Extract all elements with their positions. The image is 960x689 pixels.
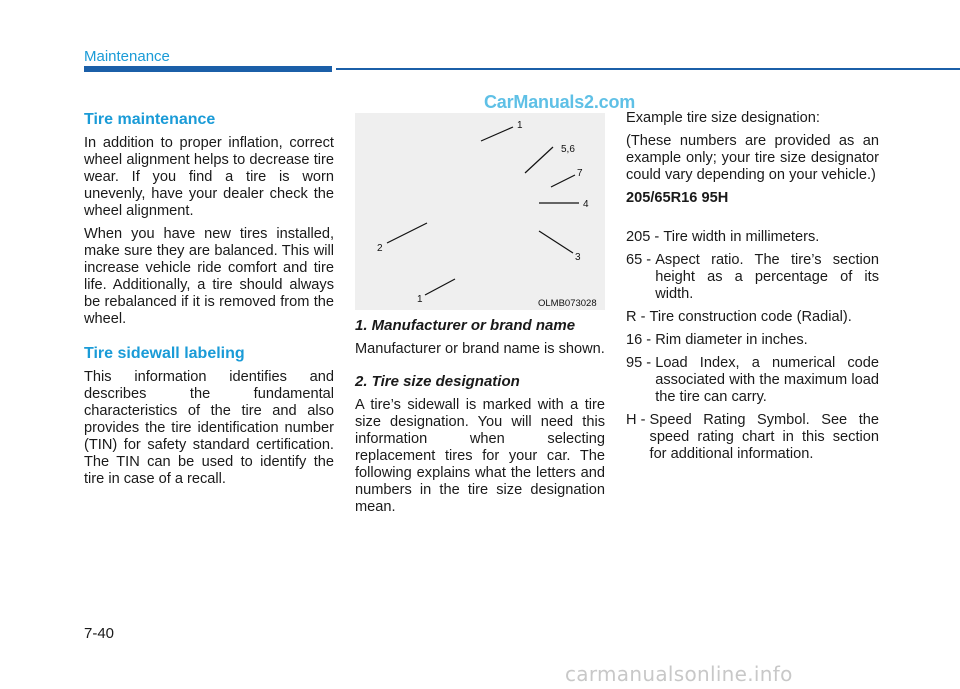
leader-line-2 [387, 223, 427, 243]
list-item-construction [626, 309, 879, 326]
callout-1-bottom: 1 [417, 294, 423, 305]
column-left [84, 110, 334, 494]
list-item-load-index [626, 355, 879, 406]
leader-line-1-top [481, 127, 513, 141]
list-key: R - [626, 309, 650, 325]
callout-4: 4 [583, 199, 589, 210]
list-text: Speed Rating Symbol. See the speed rating chart in this section for additional information. [649, 412, 879, 462]
list-text: Tire width in millimeters. [663, 229, 820, 245]
list-key: 65 - [626, 252, 656, 268]
list-key: 205 - [626, 229, 664, 245]
callout-5-6: 5,6 [561, 144, 575, 155]
list-item-aspect-ratio [626, 252, 879, 303]
figure-drawing [355, 113, 605, 310]
list-text: Load Index, a numerical code associated with the maximum load the tire can carry. [655, 355, 879, 405]
heading-manufacturer: 1. Manufacturer or brand name [355, 317, 576, 334]
paragraph-example-note: (These numbers are provided as an example only; your tire size designator could vary depending on your vehicle.) [626, 133, 879, 183]
paragraph-balance: When you have new tires installed, make sure they are balanced. This will increase vehicle ride comfort and tire life. Additionally, a tire should always be rebalanced if it is removed from the wheel. [84, 226, 334, 327]
example-size-code: 205/65R16 95H [626, 190, 729, 206]
callout-2: 2 [377, 243, 383, 254]
paragraph-tin: This information identifies and describes the fundamental characteristics of the tire and also provides the tire identification number (TIN) for safety standard certification. The TIN can be used to identify the tire in case of a recall. [84, 369, 334, 487]
list-item-rim-diameter [626, 332, 879, 349]
heading-size-designation: 2. Tire size designation [355, 373, 520, 390]
section-label: Maintenance [84, 48, 170, 65]
list-key: H - [626, 412, 650, 428]
paragraph-example-intro: Example tire size designation: [626, 110, 820, 126]
callout-3: 3 [575, 252, 581, 263]
leader-line-3 [539, 231, 573, 253]
list-text: Tire construction code (Radial). [649, 309, 852, 325]
heading-tire-maintenance: Tire maintenance [84, 111, 216, 128]
list-item-speed-rating [626, 412, 879, 463]
leader-line-1-bottom [425, 279, 455, 295]
callout-1-top: 1 [517, 120, 523, 131]
paragraph-manufacturer: Manufacturer or brand name is shown. [355, 341, 605, 357]
list-text: Aspect ratio. The tire’s section height as a percentage of its width. [655, 252, 879, 302]
list-key: 16 - [626, 332, 656, 348]
tire-sidewall-figure [355, 113, 605, 310]
list-key: 95 - [626, 355, 656, 371]
watermark-logo: CarManuals2.com [484, 92, 636, 112]
paragraph-alignment: In addition to proper inflation, correct wheel alignment helps to decrease tire wear. If you find a tire is worn unevenly, have your dealer check the wheel alignment. [84, 135, 334, 219]
callout-7: 7 [577, 168, 583, 179]
page-number: 7-40 [84, 625, 115, 642]
column-middle [355, 316, 605, 522]
footer-watermark: carmanualsonline.info [565, 662, 793, 686]
figure-code: OLMB073028 [538, 298, 597, 309]
list-text: Rim diameter in inches. [655, 332, 808, 348]
header-rule-dark [84, 66, 332, 72]
heading-sidewall-labeling: Tire sidewall labeling [84, 345, 245, 362]
paragraph-size-designation: A tire’s sidewall is marked with a tire size designation. You will need this information when selecting replacement tires for your car. The following explains what the letters and numbers in the tire size designation mean. [355, 397, 605, 515]
leader-line-5-6 [525, 147, 553, 173]
list-item-width [626, 229, 879, 246]
header-rule-light [336, 68, 960, 70]
leader-line-7 [551, 175, 575, 187]
column-right [626, 110, 879, 469]
